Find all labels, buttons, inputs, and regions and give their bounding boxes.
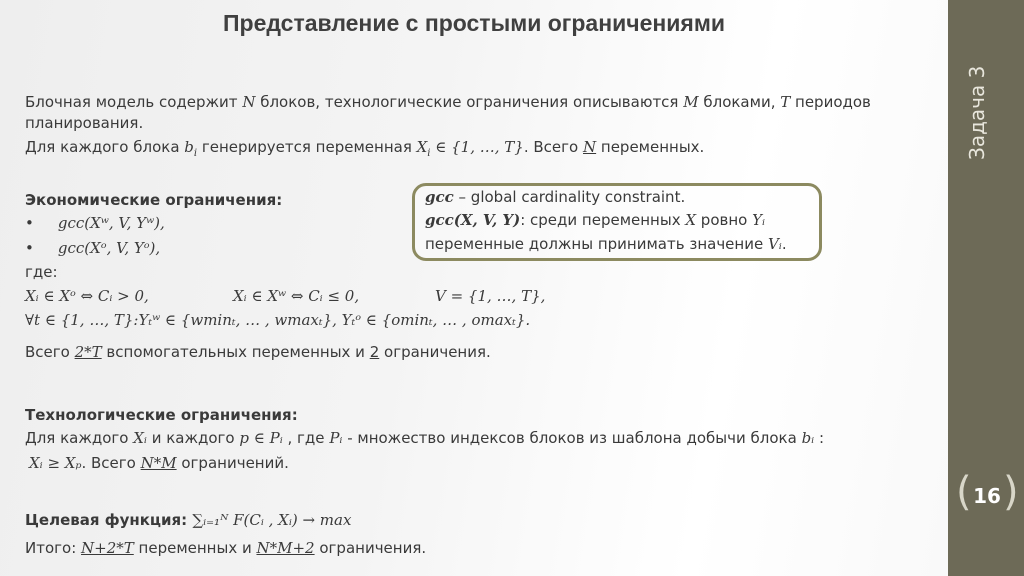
value: N*M+2: [256, 539, 315, 557]
formula: Yᵢ: [752, 211, 766, 229]
text: ограничений.: [176, 454, 289, 472]
sub-i: i: [193, 148, 198, 159]
text: . Всего: [523, 138, 583, 156]
econ-formula-3: V = {1, …, T},: [435, 287, 546, 305]
text: периодов: [790, 93, 871, 111]
slide-title: Представление с простыми ограничениями: [222, 10, 726, 36]
tech-line-2: [29, 453, 289, 474]
econ-formula-2: Xᵢ ∈ Xʷ ⇔ Cᵢ ≤ 0,: [233, 287, 360, 305]
objective-formula: ∑ᵢ₌₁ᴺ F(Cᵢ , Xᵢ) → max: [192, 511, 352, 529]
econ-where: где:: [25, 263, 58, 281]
bullet-icon: •: [25, 239, 34, 257]
text: – global cardinality constraint.: [453, 188, 686, 206]
formula: Vᵢ: [767, 235, 782, 253]
formula: gcc(Xʷ, V, Yʷ),: [57, 214, 165, 232]
var-b: b: [184, 138, 194, 156]
econ-formula-1: Xᵢ ∈ Xᵒ ⇔ Cᵢ > 0,: [25, 287, 149, 305]
value: 2*T: [74, 343, 102, 361]
right-brace-decoration: ): [1003, 469, 1019, 515]
text: и каждого: [146, 429, 240, 447]
text: ограничения.: [314, 539, 427, 557]
set-formula: ∈ {1, …, T}: [430, 138, 524, 156]
intro-line-1: [25, 92, 871, 113]
text: генерируется переменная: [197, 138, 417, 156]
value: N*M: [140, 454, 177, 472]
gcc-line-1: [425, 188, 685, 206]
intro-line-2: планирования.: [25, 114, 144, 132]
text: ровно: [696, 211, 753, 229]
var-M: M: [683, 93, 699, 111]
text: переменные должны принимать значение: [425, 235, 768, 253]
gcc-line-2: [425, 211, 765, 229]
text: Всего: [25, 343, 75, 361]
text: . Всего: [81, 454, 141, 472]
formula: Xᵢ ≥ Xₚ: [29, 454, 82, 472]
text: .: [781, 235, 787, 253]
objective-total: [25, 538, 426, 559]
tech-heading: Технологические ограничения:: [25, 406, 298, 424]
text: ограничения.: [379, 343, 491, 361]
value: N+2*T: [81, 539, 134, 557]
text: переменных и: [133, 539, 257, 557]
left-brace-decoration: (: [956, 469, 972, 515]
text: Блочная модель содержит: [25, 93, 243, 111]
text: блоками,: [698, 93, 781, 111]
econ-heading: Экономические ограничения:: [25, 191, 283, 209]
formula: bᵢ: [801, 429, 815, 447]
gcc-definition-box: [412, 183, 822, 261]
text: вспомогательных переменных и: [101, 343, 370, 361]
bullet-icon: •: [25, 214, 34, 232]
econ-total: [25, 342, 491, 363]
text: , где: [282, 429, 330, 447]
text: :: [814, 429, 825, 447]
formula: gcc(Xᵒ, V, Yᵒ),: [57, 239, 161, 257]
var-N: N: [242, 93, 256, 111]
value: 2: [369, 343, 380, 361]
text: переменных.: [596, 138, 705, 156]
formula: X: [685, 211, 697, 229]
objective-label: Целевая функция:: [25, 511, 193, 529]
text: блоков, технологические ограничения описываются: [255, 93, 684, 111]
econ-formula-4: ∀t ∈ {1, …, T}:Yₜʷ ∈ {wminₜ, … , wmaxₜ}, Yₜᵒ ∈ {ominₜ, … , omaxₜ}.: [25, 311, 531, 329]
tech-line-1: [25, 428, 824, 449]
var-X: X: [416, 138, 428, 156]
term: gcc: [425, 188, 454, 206]
page-number: 16: [973, 484, 1001, 508]
var-N-underlined: N: [583, 138, 597, 156]
var-T: T: [780, 93, 791, 111]
formula: p ∈ Pᵢ: [239, 429, 283, 447]
econ-bullet-2: [25, 238, 160, 259]
sidebar-task-label: Задача 3: [965, 65, 989, 160]
econ-bullet-1: [25, 213, 165, 234]
text: : среди переменных: [520, 211, 686, 229]
gcc-line-3: [425, 235, 787, 253]
text: Для каждого: [25, 429, 134, 447]
formula: Xᵢ: [133, 429, 147, 447]
formula: Pᵢ: [329, 429, 343, 447]
text: - множество индексов блоков из шаблона добычи блока: [342, 429, 802, 447]
term: gcc(X, V, Y): [425, 211, 521, 229]
intro-line-3: [25, 137, 704, 158]
text: Итого:: [25, 539, 82, 557]
sub-i: i: [427, 148, 431, 159]
text: Для каждого блока: [25, 138, 185, 156]
objective-line: [25, 510, 351, 531]
